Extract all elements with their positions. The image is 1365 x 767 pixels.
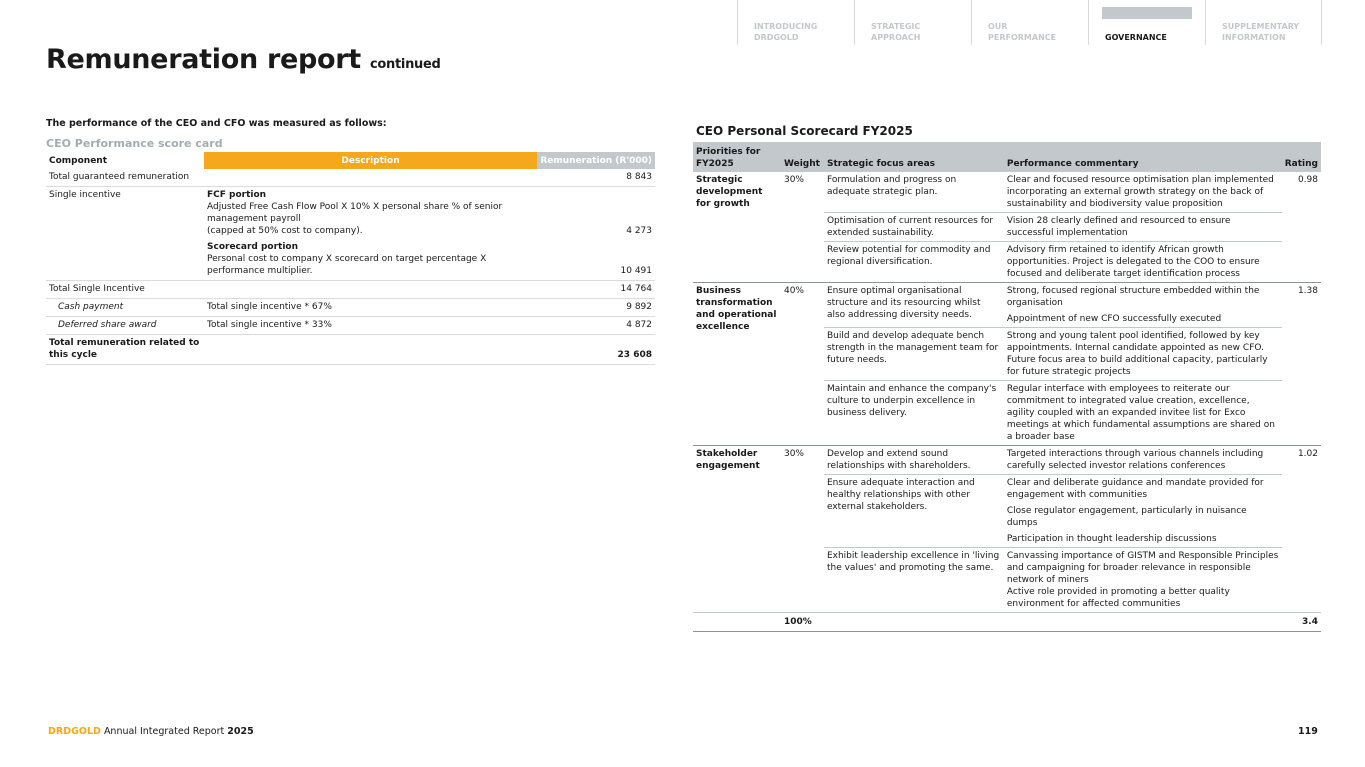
- nav-tab-governance[interactable]: GOVERNANCE: [1088, 0, 1205, 45]
- page-title-suffix: continued: [370, 57, 441, 72]
- nav-tab-introducing[interactable]: INTRODUCING DRDGOLD: [737, 0, 854, 45]
- page-title: Remuneration report continued: [46, 44, 441, 75]
- table-row: Scorecard portion Personal cost to company X scorecard on target percentage X performance multiplier. 10 491: [46, 239, 655, 281]
- ceo-scorecard-title: CEO Personal Scorecard FY2025: [696, 124, 913, 138]
- performance-scorecard-table: [46, 152, 655, 365]
- table-row: Total guaranteed remuneration 8 843: [46, 169, 655, 187]
- table-row: Cash payment Total single incentive * 67% 9 892: [46, 299, 655, 317]
- table-row: Strategic development for growth 30% Formulation and progress on adequate strategic plan. Clear and focused resource optimisation plan implemented incorporating an external growth strategy on the back of sustainability and biodiversity value proposition 0.98: [693, 172, 1321, 213]
- nav-tab-our-performance[interactable]: OUR PERFORMANCE: [971, 0, 1088, 45]
- table-row: Maintain and enhance the company's culture to underpin excellence in business delivery. Regular interface with employees to reiterate our commitment to integrated value creation, excellence, agility coupled with an expanded invitee list for Exco meetings at which fundamental assumptions are shared on a broader base: [693, 381, 1321, 446]
- table-row: Total Single Incentive 14 764: [46, 281, 655, 299]
- col-remuneration: Remuneration (R'000): [537, 152, 655, 169]
- table-row: Ensure adequate interaction and healthy relationships with other external stakeholders. Clear and deliberate guidance and mandate provided for engagement with communities Close regulator engagement, particularly in nuisance dumps Participation in thought leadership discussions: [693, 475, 1321, 548]
- table-row-total: 100% 3.4: [693, 613, 1321, 632]
- section-nav: [737, 0, 1322, 45]
- col-focus-areas: Strategic focus areas: [824, 142, 1004, 172]
- footer-brand: DRDGOLD: [48, 726, 101, 737]
- intro-text: The performance of the CEO and CFO was measured as follows:: [46, 118, 387, 129]
- col-description: Description: [204, 152, 537, 169]
- table-header-row: [46, 152, 655, 169]
- page-number: 119: [1298, 726, 1318, 737]
- table-row: Review potential for commodity and regional diversification. Advisory firm retained to identify African growth opportunities. Project is delegated to the COO to ensure focused and deliberate target identification process: [693, 242, 1321, 283]
- table-row: Deferred share award Total single incentive * 33% 4 872: [46, 317, 655, 335]
- table-row: Optimisation of current resources for extended sustainability. Vision 28 clearly defined and resourced to ensure successful implementation: [693, 213, 1321, 242]
- col-commentary: Performance commentary: [1004, 142, 1282, 172]
- table-row: Single incentive FCF portion Adjusted Free Cash Flow Pool X 10% X personal share % of senior management payroll (capped at 50% cost to company). 4 273: [46, 187, 655, 240]
- col-rating: Rating: [1282, 142, 1321, 172]
- footer-year: 2025: [227, 726, 254, 737]
- table-header-row: [693, 142, 1321, 172]
- table-row: Stakeholder engagement 30% Develop and extend sound relationships with shareholders. Targeted interactions through various channels including carefully selected investor relations conferences 1.02: [693, 446, 1321, 475]
- footer-report-name: Annual Integrated Report: [103, 726, 225, 737]
- scorecard-subheading: CEO Performance score card: [46, 137, 223, 150]
- col-component: Component: [49, 155, 108, 166]
- ceo-personal-scorecard-table: [693, 142, 1321, 632]
- table-row: Build and develop adequate bench strength in the management team for future needs. Strong and young talent pool identified, followed by key appointments. Internal candidate appointed as new CFO. Future focus area to build additional capacity, particularly for future strategic projects: [693, 328, 1321, 381]
- nav-tab-strategic-approach[interactable]: STRATEGIC APPROACH: [854, 0, 971, 45]
- nav-tab-supplementary-information[interactable]: SUPPLEMENTARY INFORMATION: [1205, 0, 1322, 45]
- col-weight: Weight: [781, 142, 824, 172]
- table-row: Exhibit leadership excellence in 'living the values' and promoting the same. Canvassing importance of GISTM and Responsible Principles and campaigning for broader relevance in responsible network of miners Active role provided in promoting a better quality environment for affected communities: [693, 548, 1321, 613]
- active-tab-indicator: [1102, 7, 1192, 19]
- table-row: Business transformation and operational excellence 40% Ensure optimal organisational structure and its resourcing whilst also addressing diversity needs. Strong, focused regional structure embedded within the organisation Appointment of new CFO successfully executed 1.38: [693, 283, 1321, 328]
- table-row-total: Total remuneration related to this cycle 23 608: [46, 335, 655, 365]
- footer: [48, 726, 254, 737]
- col-priorities: Priorities for FY2025: [693, 142, 781, 172]
